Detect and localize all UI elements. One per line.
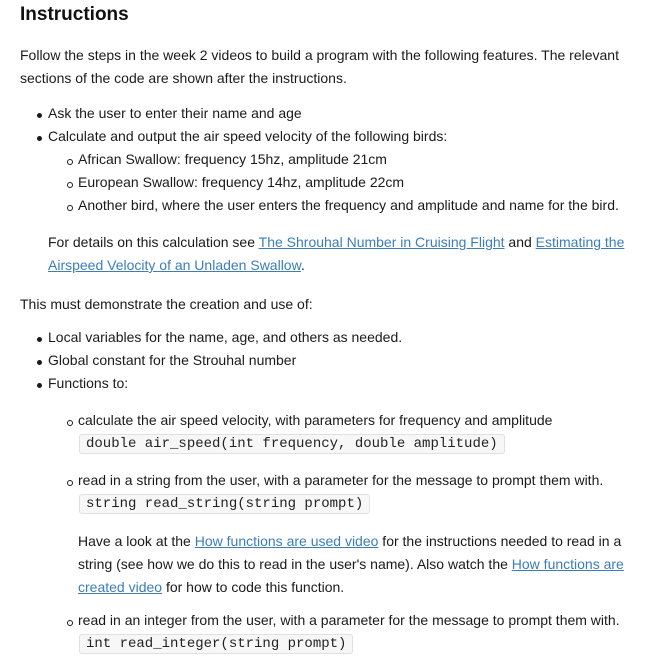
feature-calc: Calculate and output the air speed velocity of the following birds: — [48, 128, 448, 144]
link-how-functions-created-b[interactable]: created video — [78, 579, 163, 595]
note-l1-suffix: for the instructions needed to read in a — [378, 533, 622, 549]
details-suffix: . — [300, 257, 305, 273]
link-airspeed-velocity-a[interactable]: Estimating the — [535, 234, 625, 250]
note-l2-prefix: string (see how we do this to read in the user's name). Also watch the — [78, 556, 512, 572]
req-locals: Local variables for the name, age, and others as needed. — [48, 329, 403, 345]
link-airspeed-velocity-b[interactable]: Airspeed Velocity of an Unladen Swallow — [48, 257, 301, 273]
func-air-speed-text: calculate the air speed velocity, with parameters for frequency and amplitude — [78, 412, 553, 428]
note-paragraph — [78, 530, 648, 599]
bird-european: European Swallow: frequency 14hz, amplitude 22cm — [78, 174, 405, 190]
link-how-functions-used[interactable]: How functions are used video — [194, 533, 379, 549]
link-how-functions-created-a[interactable]: How functions are — [511, 556, 624, 572]
demonstrate-text: This must demonstrate the creation and use of: — [20, 296, 313, 312]
intro-paragraph: Follow the steps in the week 2 videos to build a program with the following features. The relevant sections of the code are shown after the instructions. — [20, 47, 619, 86]
func-read-integer-text: read in an integer from the user, with a parameter for the message to prompt them with. — [78, 612, 620, 628]
bird-other: Another bird, where the user enters the frequency and amplitude and name for the bird. — [78, 197, 619, 213]
feature-ask: Ask the user to enter their name and age — [48, 105, 302, 121]
code-read-integer: int read_integer(string prompt) — [79, 634, 353, 654]
code-read-string: string read_string(string prompt) — [79, 494, 370, 514]
req-functions: Functions to: — [48, 375, 129, 391]
code-air-speed: double air_speed(int frequency, double amplitude) — [79, 434, 505, 454]
note-l3-suffix: for how to code this function. — [162, 579, 345, 595]
details-middle: and — [504, 234, 536, 250]
func-read-string-text: read in a string from the user, with a parameter for the message to prompt them with. — [78, 472, 604, 488]
req-global: Global constant for the Strouhal number — [48, 352, 297, 368]
note-l1-prefix: Have a look at the — [78, 533, 195, 549]
link-strouhal-number[interactable]: The Shrouhal Number in Cruising Flight — [258, 234, 505, 250]
page-title: Instructions — [20, 4, 129, 25]
details-prefix: For details on this calculation see — [48, 234, 259, 250]
details-paragraph — [48, 231, 648, 277]
bird-african: African Swallow: frequency 15hz, amplitude 21cm — [78, 151, 387, 167]
